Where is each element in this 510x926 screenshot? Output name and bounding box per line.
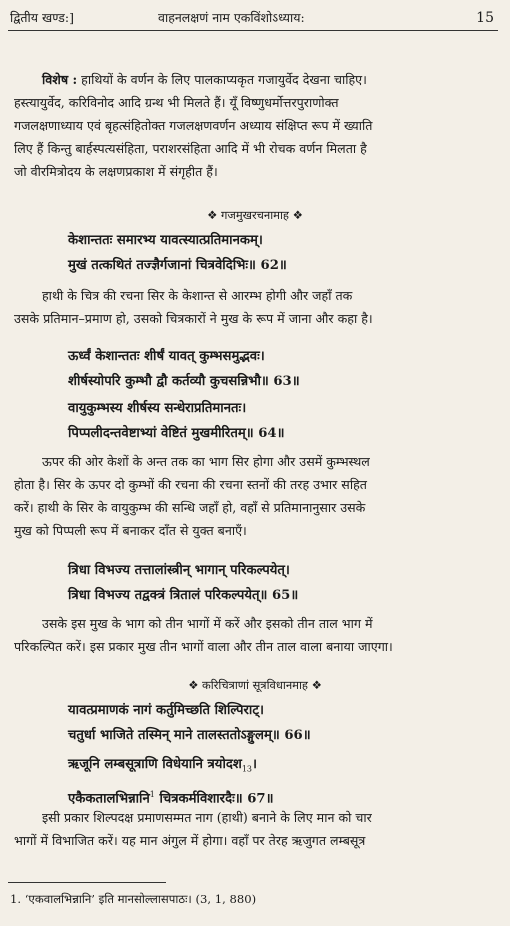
verse-67-line-2b: चित्रकर्मविशारदैः॥ 67॥: [154, 791, 274, 807]
verse-67: [68, 752, 500, 811]
verse-64: [68, 396, 500, 446]
footnote-rule: [8, 882, 166, 883]
intro-line-1: हाथियों के वर्णन के लिए पालकाप्यकृत गजायुर्वेद देखना चाहिए।: [77, 72, 367, 87]
verse-67-line-1-end: ।: [252, 757, 258, 772]
intro-line-4: लिए हैं किन्तु बार्हस्पत्यसंहिता, पराशरसंहिता आदि में भी रोचक वर्णन मिलता है: [14, 141, 367, 156]
intro-line-2: हस्त्यायुर्वेद, करिविनोद आदि ग्रन्थ भी मिलते हैं। यूँ विष्णुधर्मोत्तरपुराणोक्त: [14, 95, 339, 110]
intro-paragraph: [14, 68, 498, 183]
para-67-line-2: भागों में विभाजित करें। यह मान अंगुल में होगा। वहाँ पर तेरह ऋजुगत लम्बसूत्र: [14, 833, 366, 848]
verse-66-line-1: यावत्प्रमाणकं नागं कर्तुमिच्छति शिल्पिराट्।: [68, 703, 264, 718]
para-64-line-3: करें। हाथी के सिर के वायुकुम्भ की सन्धि जहाँ हो, वहाँ से प्रतिमानानुसार उसके: [14, 500, 366, 515]
verse-64-line-2: पिप्पलीदन्तवेष्टाभ्यां वेष्टितं मुखमीरितम्॥ 64॥: [68, 426, 285, 441]
intro-line-3: गजलक्षणाध्याय एवं बृहत्संहितोक्त गजलक्षणवर्णन अध्याय संक्षिप्त रूप में ख्याति: [14, 118, 373, 133]
verse-63: [68, 344, 500, 394]
verse-63-line-2: शीर्षस्योपरि कुम्भौ द्वौ कर्तव्यौ कुचसन्निभौ॥ 63॥: [68, 374, 300, 389]
section-heading-2: ❖ करिचित्राणां सूत्रविधानमाह ❖: [188, 678, 322, 692]
para-65-line-2: परिकल्पित करें। इस प्रकार मुख तीन भागों वाला और तीन ताल वाला बनाया जाएगा।: [14, 639, 393, 654]
paragraph-65: [14, 612, 498, 658]
verse-65-line-1: त्रिधा विभज्य तत्तालांस्त्रीन् भागान् परिकल्पयेत्।: [68, 563, 290, 578]
verse-67-line-1: [68, 752, 500, 782]
para-64-line-1: ऊपर की ओर केशों के अन्त तक का भाग सिर होगा और उसमें कुम्भस्थल: [42, 454, 370, 469]
section-heading-1: ❖ गजमुखरचनामाह ❖: [207, 208, 303, 222]
para-64-line-2: होता है। सिर के ऊपर दो कुम्भों की रचना की रचना स्तनों की तरह उभार सहित: [14, 477, 367, 492]
verse-67-line-2a: एकैकतालभिन्नानि: [68, 791, 150, 807]
para-62-line-2: उसके प्रतिमान–प्रमाण हो, उसको चित्रकारों ने मुख के रूप में जाना और कहा है।: [14, 311, 373, 326]
verse-67-mark: 13: [241, 764, 253, 774]
footnote-marker: 1: [149, 789, 155, 799]
verse-65: [68, 558, 500, 608]
para-67-line-1: इसी प्रकार शिल्पदक्ष प्रमाणसम्मत नाग (हाथी) बनाने के लिए मान को चार: [42, 810, 372, 825]
verse-62: [68, 228, 500, 278]
paragraph-64: [14, 450, 498, 542]
verse-62-line-2: मुखं तत्कथितं तज्ज्ञैर्गजानां चित्रवेदिभिः॥ 62॥: [68, 258, 287, 273]
para-62-line-1: हाथी के चित्र की रचना सिर के केशान्त से आरम्भ होगी और जहाँ तक: [42, 288, 353, 303]
verse-66: [68, 698, 500, 748]
verse-62-line-1: केशान्ततः समारभ्य यावत्स्यात्प्रतिमानकम्।: [68, 233, 263, 248]
chapter-title: वाहनलक्षणं नाम एकविंशोऽध्याय:: [158, 10, 305, 25]
verse-64-line-1: वायुकुम्भस्य शीर्षस्य सन्धेराप्रतिमानतः।: [68, 401, 247, 416]
verse-65-line-2: त्रिधा विभज्य तद्वक्त्रं त्रितालं परिकल्पयेत्॥ 65॥: [68, 588, 299, 603]
verse-66-line-2: चतुर्धा भाजिते तस्मिन् माने तालस्ततोऽङ्गुलम्॥ 66॥: [68, 728, 311, 743]
section-label: द्वितीय खण्ड:]: [10, 10, 74, 25]
note-label: विशेष :: [42, 72, 78, 87]
footnote: 1. ‘एकवालभिन्नानि’ इति मानसोल्लासपाठः। (3, 1, 880): [10, 892, 257, 906]
header-rule: [8, 30, 498, 31]
running-header: [10, 8, 494, 28]
verse-63-line-1: ऊर्ध्वं केशान्ततः शीर्षं यावत् कुम्भसमुद्भवः।: [68, 349, 265, 364]
paragraph-62: [14, 284, 498, 330]
verse-67-line-1-text: ऋजूनि लम्बसूत्राणि विधेयानि त्रयोदश: [68, 757, 242, 772]
paragraph-67: [14, 806, 498, 852]
para-65-line-1: उसके इस मुख के भाग को तीन भागों में करें और इसको तीन ताल भाग में: [42, 616, 373, 631]
page-number: 15: [476, 10, 494, 26]
para-64-line-4: मुख को पिप्पली रूप में बनाकर दाँत से युक्त बनाएँ।: [14, 523, 247, 538]
intro-line-5: जो वीरमित्रोदय के लक्षणप्रकाश में संगृहीत हैं।: [14, 164, 218, 179]
